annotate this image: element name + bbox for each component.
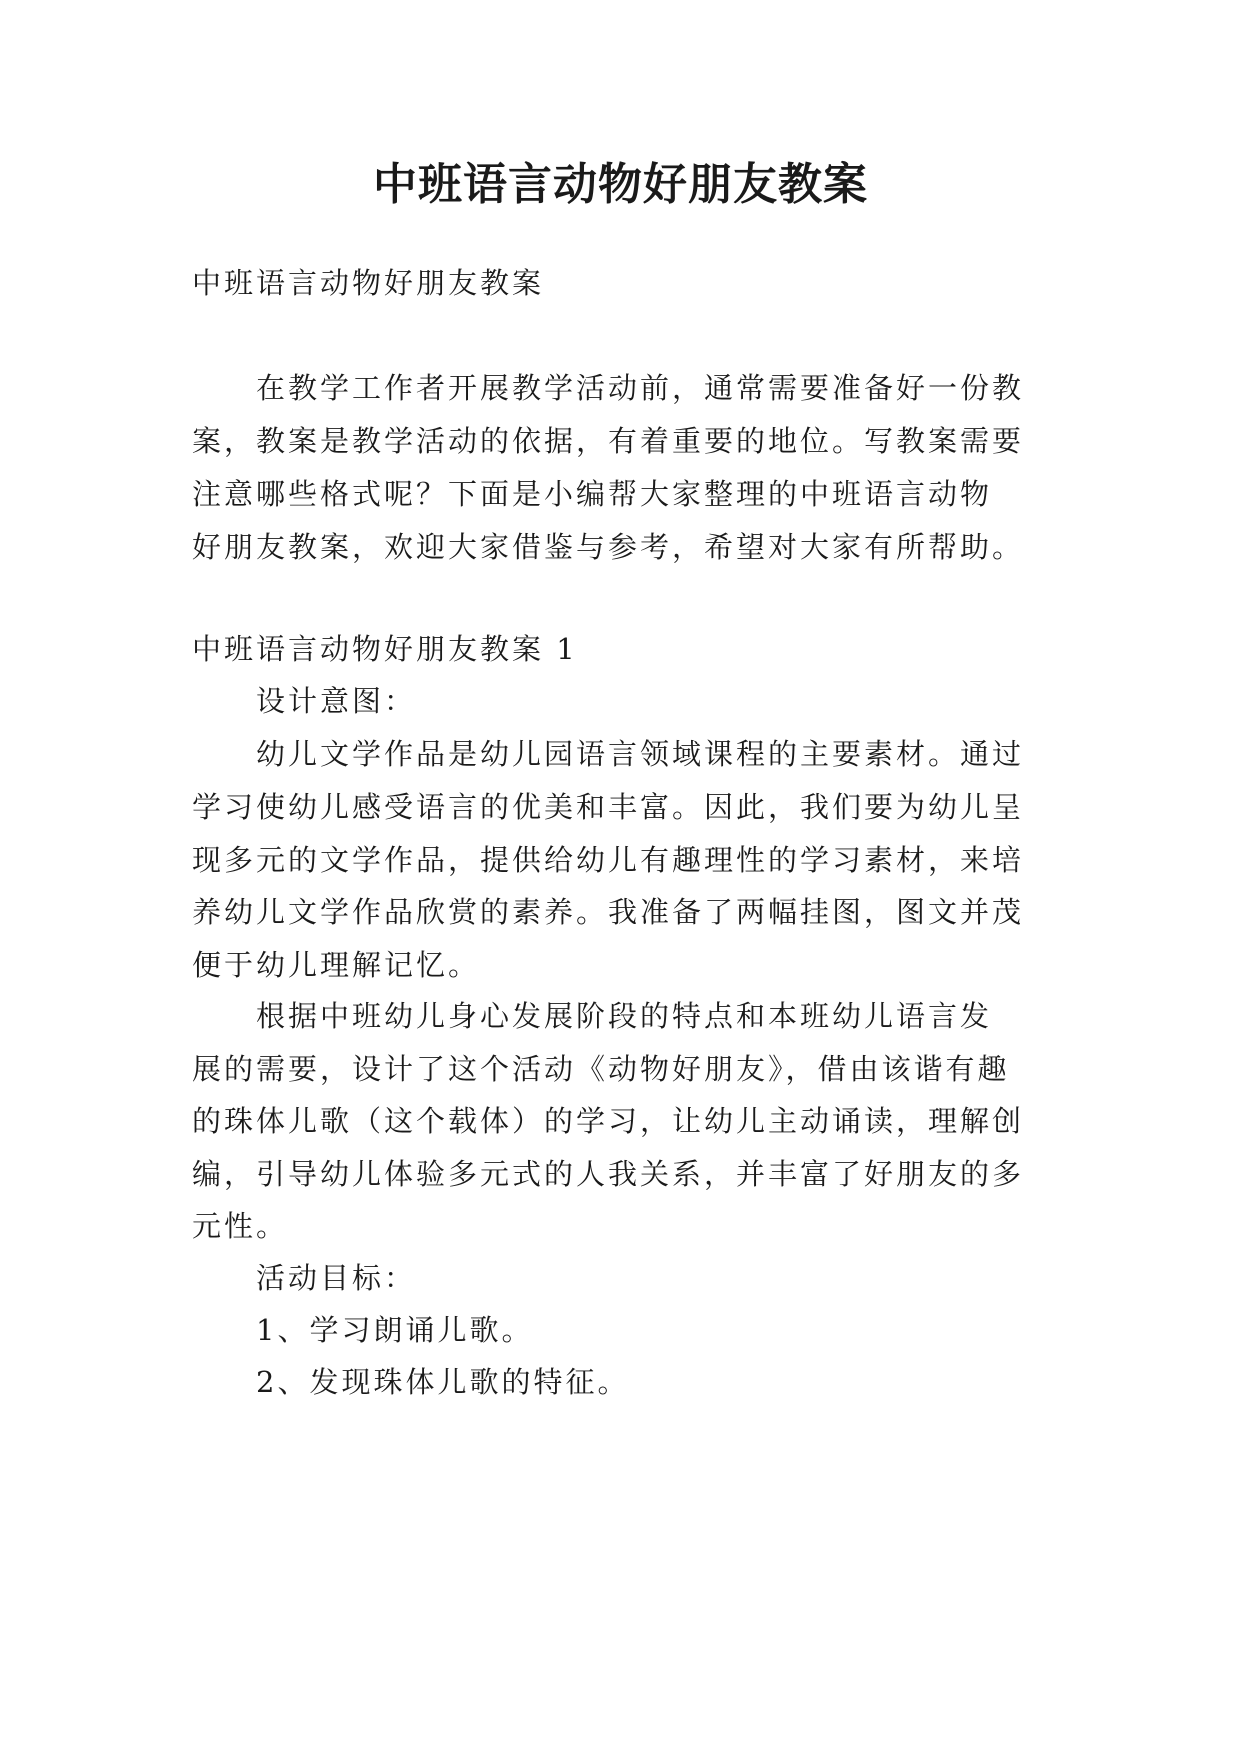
goals-heading: 活动目标：: [256, 1261, 417, 1295]
design-p2-line-4: 编，引导幼儿体验多元式的人我关系，并丰富了好朋友的多: [192, 1157, 1025, 1191]
goal-item-1: 1、学习朗诵儿歌。: [256, 1313, 534, 1347]
design-p1-line-1: 幼儿文学作品是幼儿园语言领域课程的主要素材。通过: [256, 737, 1025, 771]
goal-item-2: 2、发现珠体儿歌的特征。: [256, 1365, 630, 1399]
intro-line-4: 好朋友教案，欢迎大家借鉴与参考，希望对大家有所帮助。: [192, 530, 1025, 564]
design-p1-line-4: 养幼儿文学作品欣赏的素养。我准备了两幅挂图，图文并茂: [192, 895, 1025, 929]
design-heading: 设计意图：: [256, 684, 417, 718]
section-title: 中班语言动物好朋友教案 1: [192, 632, 578, 666]
design-p1-line-5: 便于幼儿理解记忆。: [192, 948, 481, 982]
intro-line-1: 在教学工作者开展教学活动前，通常需要准备好一份教: [256, 371, 1025, 405]
document-title: 中班语言动物好朋友教案: [373, 159, 868, 210]
subtitle-line: 中班语言动物好朋友教案: [192, 266, 545, 300]
intro-line-2: 案，教案是教学活动的依据，有着重要的地位。写教案需要: [192, 424, 1025, 458]
design-p2-line-2: 展的需要，设计了这个活动《动物好朋友》，借由该谐有趣: [192, 1052, 1010, 1086]
intro-line-3: 注意哪些格式呢？下面是小编帮大家整理的中班语言动物: [192, 477, 993, 511]
design-p1-line-2: 学习使幼儿感受语言的优美和丰富。因此，我们要为幼儿呈: [192, 790, 1025, 824]
design-p1-line-3: 现多元的文学作品，提供给幼儿有趣理性的学习素材，来培: [192, 843, 1025, 877]
document-body: [192, 0, 1072, 1754]
design-p2-line-1: 根据中班幼儿身心发展阶段的特点和本班幼儿语言发: [256, 999, 993, 1033]
design-p2-line-5: 元性。: [192, 1209, 289, 1243]
design-p2-line-3: 的珠体儿歌（这个载体）的学习，让幼儿主动诵读，理解创: [192, 1104, 1025, 1138]
